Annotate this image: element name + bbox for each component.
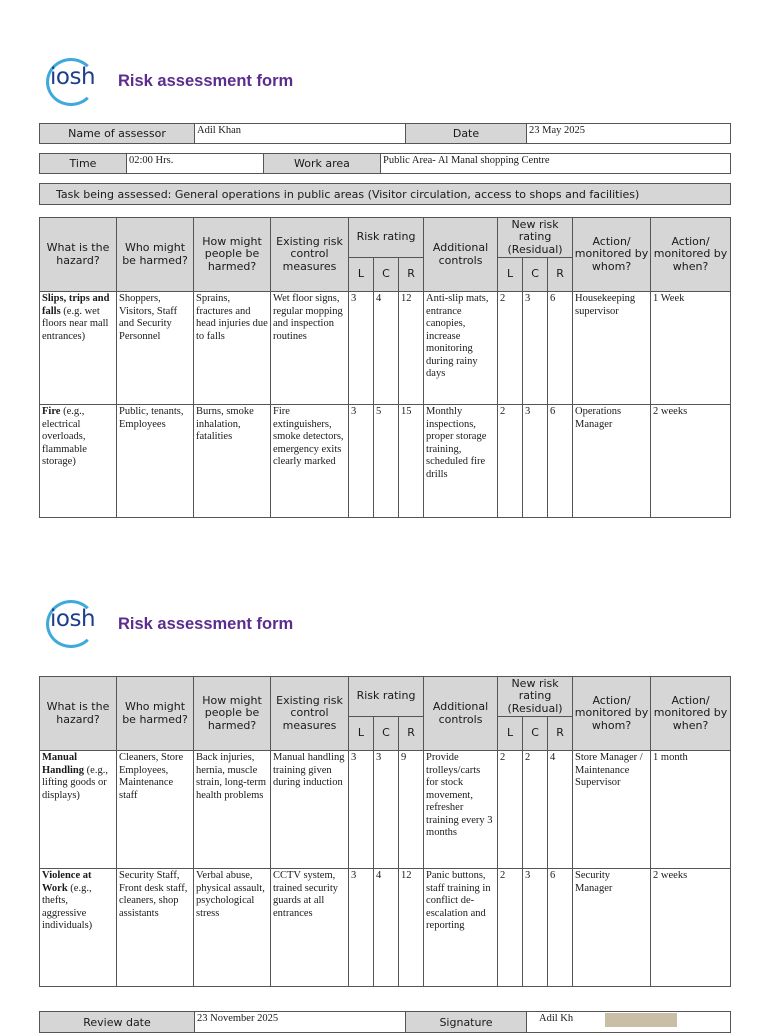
col-c: C — [374, 258, 399, 292]
whom-cell: Store Manager / Maintenance Supervisor — [573, 751, 651, 869]
new-r-cell: 6 — [548, 869, 573, 987]
new-c-cell: 3 — [523, 405, 548, 518]
l-cell: 3 — [349, 405, 374, 518]
col-additional: Additional controls — [424, 677, 498, 751]
new-r-cell: 4 — [548, 751, 573, 869]
when-cell: 2 weeks — [651, 405, 731, 518]
hazard-title: Violence at Work — [42, 870, 92, 894]
how-cell: Verbal abuse, physical assault, psychological stress — [194, 869, 271, 987]
col-new-l: L — [498, 717, 523, 751]
existing-cell: Wet floor signs, regular mopping and inspection routines — [271, 292, 349, 405]
l-cell: 3 — [349, 869, 374, 987]
signature-text: Adil Kh — [539, 1013, 574, 1024]
new-l-cell: 2 — [498, 405, 523, 518]
work-area-value: Public Area- Al Manal shopping Centre — [381, 154, 731, 174]
who-cell: Public, tenants, Employees — [117, 405, 194, 518]
col-new-risk: New risk rating (Residual) — [498, 677, 573, 717]
whom-cell: Housekeeping supervisor — [573, 292, 651, 405]
date-value: 23 May 2025 — [527, 124, 731, 144]
col-r: R — [399, 717, 424, 751]
hazard-title: Slips, trips and falls — [42, 293, 110, 317]
col-existing: Existing risk control measures — [271, 218, 349, 292]
work-area-label: Work area — [264, 154, 381, 174]
new-l-cell: 2 — [498, 751, 523, 869]
c-cell: 3 — [374, 751, 399, 869]
task-value: General operations in public areas (Visitor circulation, access to shops and facilities) — [174, 187, 640, 201]
r-cell: 12 — [399, 869, 424, 987]
how-cell: Sprains, fractures and head injuries due to falls — [194, 292, 271, 405]
new-c-cell: 2 — [523, 751, 548, 869]
col-new-c: C — [523, 258, 548, 292]
col-r: R — [399, 258, 424, 292]
new-l-cell: 2 — [498, 869, 523, 987]
who-cell: Security Staff, Front desk staff, cleaners, shop assistants — [117, 869, 194, 987]
date-label: Date — [406, 124, 527, 144]
review-label: Review date — [40, 1012, 195, 1033]
table-row — [40, 405, 731, 518]
col-risk-rating: Risk rating — [349, 218, 424, 258]
hazard-cell — [40, 292, 117, 405]
time-value: 02:00 Hrs. — [127, 154, 264, 174]
col-existing: Existing risk control measures — [271, 677, 349, 751]
existing-cell: Manual handling training given during induction — [271, 751, 349, 869]
col-c: C — [374, 717, 399, 751]
signature-image — [605, 1013, 677, 1027]
col-new-r: R — [548, 258, 573, 292]
task-cell — [40, 184, 731, 205]
hazard-title: Manual Handling — [42, 752, 85, 776]
new-r-cell: 6 — [548, 292, 573, 405]
table-row — [40, 751, 731, 869]
who-cell: Cleaners, Store Employees, Maintenance staff — [117, 751, 194, 869]
whom-cell: Operations Manager — [573, 405, 651, 518]
col-action-when: Action/ monitored by when? — [651, 218, 731, 292]
time-label: Time — [40, 154, 127, 174]
col-additional: Additional controls — [424, 218, 498, 292]
hazard-title: Fire — [42, 406, 61, 417]
review-value: 23 November 2025 — [195, 1012, 406, 1033]
new-r-cell: 6 — [548, 405, 573, 518]
when-cell: 1 month — [651, 751, 731, 869]
col-l: L — [349, 258, 374, 292]
page-title: Risk assessment form — [118, 615, 294, 633]
existing-cell: CCTV system, trained security guards at all entrances — [271, 869, 349, 987]
col-action-whom: Action/ monitored by whom? — [573, 218, 651, 292]
hazard-detail: (e.g., lifting goods or displays) — [42, 764, 108, 801]
new-l-cell: 2 — [498, 292, 523, 405]
signature-label: Signature — [406, 1012, 527, 1033]
col-new-r: R — [548, 717, 573, 751]
risk-table-1 — [39, 217, 731, 518]
col-action-when: Action/ monitored by when? — [651, 677, 731, 751]
col-new-c: C — [523, 717, 548, 751]
new-c-cell: 3 — [523, 869, 548, 987]
iosh-logo — [46, 58, 102, 108]
page-title: Risk assessment form — [118, 72, 294, 90]
c-cell: 5 — [374, 405, 399, 518]
col-new-l: L — [498, 258, 523, 292]
col-action-whom: Action/ monitored by whom? — [573, 677, 651, 751]
task-label: Task being assessed: — [56, 187, 172, 201]
when-cell: 1 Week — [651, 292, 731, 405]
r-cell: 15 — [399, 405, 424, 518]
assessor-value: Adil Khan — [195, 124, 406, 144]
col-how: How might people be harmed? — [194, 218, 271, 292]
col-how: How might people be harmed? — [194, 677, 271, 751]
hazard-detail: (e.g. wet floors near mall entrances) — [42, 305, 109, 342]
how-cell: Back injuries, hernia, muscle strain, long-term health problems — [194, 751, 271, 869]
hazard-cell — [40, 405, 117, 518]
assessor-label: Name of assessor — [40, 124, 195, 144]
c-cell: 4 — [374, 292, 399, 405]
existing-cell: Fire extinguishers, smoke detectors, emergency exits clearly marked — [271, 405, 349, 518]
logo-text: iosh — [50, 64, 96, 90]
iosh-logo — [46, 600, 102, 650]
l-cell: 3 — [349, 292, 374, 405]
additional-cell: Panic buttons, staff training in conflict de-escalation and reporting — [424, 869, 498, 987]
additional-cell: Anti-slip mats, entrance canopies, increase monitoring during rainy days — [424, 292, 498, 405]
col-hazard: What is the hazard? — [40, 218, 117, 292]
logo-text: iosh — [50, 606, 96, 632]
col-who: Who might be harmed? — [117, 218, 194, 292]
assessor-table — [39, 123, 731, 144]
hazard-cell — [40, 869, 117, 987]
additional-cell: Monthly inspections, proper storage training, scheduled fire drills — [424, 405, 498, 518]
hazard-detail: (e.g., electrical overloads, flammable storage) — [42, 406, 87, 467]
r-cell: 12 — [399, 292, 424, 405]
col-new-risk: New risk rating (Residual) — [498, 218, 573, 258]
who-cell: Shoppers, Visitors, Staff and Security Personnel — [117, 292, 194, 405]
col-hazard: What is the hazard? — [40, 677, 117, 751]
c-cell: 4 — [374, 869, 399, 987]
col-risk-rating: Risk rating — [349, 677, 424, 717]
whom-cell: Security Manager — [573, 869, 651, 987]
new-c-cell: 3 — [523, 292, 548, 405]
hazard-cell — [40, 751, 117, 869]
table-row — [40, 292, 731, 405]
how-cell: Burns, smoke inhalation, fatalities — [194, 405, 271, 518]
time-table — [39, 153, 731, 174]
when-cell: 2 weeks — [651, 869, 731, 987]
risk-table-2 — [39, 676, 731, 987]
l-cell: 3 — [349, 751, 374, 869]
additional-cell: Provide trolleys/carts for stock movement, refresher training every 3 months — [424, 751, 498, 869]
col-who: Who might be harmed? — [117, 677, 194, 751]
col-l: L — [349, 717, 374, 751]
table-row — [40, 869, 731, 987]
hazard-detail: (e.g., thefts, aggressive individuals) — [42, 882, 93, 931]
task-table — [39, 183, 731, 205]
r-cell: 9 — [399, 751, 424, 869]
